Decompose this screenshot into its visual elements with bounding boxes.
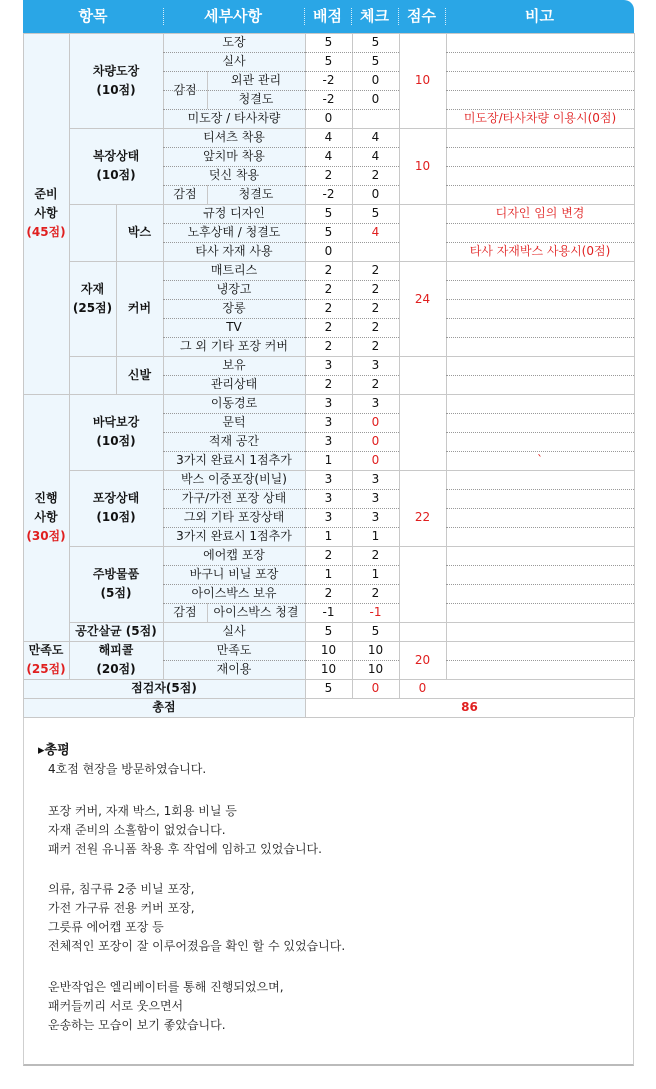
detail-label: 실사 <box>163 52 305 71</box>
check-cell: 2 <box>371 320 380 334</box>
grid-line <box>305 299 399 300</box>
detail-label: 관리상태 <box>163 375 305 394</box>
points-cell: 1 <box>324 529 333 543</box>
grid-line <box>446 185 634 186</box>
section-preparation: 준비 사항 (45점) <box>23 33 69 394</box>
points-cell: 3 <box>324 415 333 429</box>
check-cell: -1 <box>369 605 382 619</box>
points-cell: 3 <box>324 358 333 372</box>
detail-label: 매트리스 <box>163 261 305 280</box>
grid-line <box>446 90 634 91</box>
sub-box: 박스 <box>116 204 163 261</box>
points-cell: 1 <box>324 567 333 581</box>
deduct-label-kitchen: 감점 <box>163 603 207 622</box>
points-cell: 3 <box>324 396 333 410</box>
note-cell <box>446 565 634 584</box>
grid-line <box>446 527 634 528</box>
grid-line <box>163 603 305 604</box>
check-cell: 10 <box>367 643 384 657</box>
grid-line <box>446 413 634 414</box>
check-cell: 1 <box>371 529 380 543</box>
inspector-score: 0 <box>418 681 427 695</box>
grid-line <box>446 147 634 148</box>
check-cell: 2 <box>371 586 380 600</box>
check-cell: 2 <box>371 282 380 296</box>
detail-label: 덧신 착용 <box>163 166 305 185</box>
grid-line <box>305 337 399 338</box>
grid-line <box>69 261 634 262</box>
points-cell: 2 <box>324 263 333 277</box>
note-cell <box>446 375 634 394</box>
grid-line <box>446 71 634 72</box>
check-cell: 4 <box>371 130 380 144</box>
check-cell: 3 <box>371 491 380 505</box>
grid-line <box>352 679 353 698</box>
grid-line <box>305 52 399 53</box>
grid-line <box>305 166 399 167</box>
check-cell: 5 <box>371 206 380 220</box>
note-cell <box>446 90 634 109</box>
check-cell: 1 <box>371 567 380 581</box>
grid-line <box>163 432 305 433</box>
header-category: 항목 <box>78 7 108 25</box>
note-cell <box>446 261 634 280</box>
note-cell <box>446 432 634 451</box>
grid-line <box>69 356 634 357</box>
points-cell: 1 <box>324 453 333 467</box>
grid-line <box>446 508 634 509</box>
check-cell: 0 <box>371 92 380 106</box>
detail-label: 바구니 비닐 포장 <box>163 565 305 584</box>
grid-line <box>305 280 399 281</box>
grid-line <box>163 166 305 167</box>
points-cell: -2 <box>322 92 335 106</box>
grid-line <box>23 679 634 680</box>
check-cell: 10 <box>367 662 384 676</box>
points-cell: 10 <box>320 643 337 657</box>
points-cell: 5 <box>324 225 333 239</box>
grid-line <box>399 679 400 698</box>
detail-label: 그외 기타 포장상태 <box>163 508 305 527</box>
score-materials: 24 <box>414 292 431 306</box>
points-cell: 5 <box>324 54 333 68</box>
grid-line <box>446 52 634 53</box>
grid-line <box>305 584 399 585</box>
grid-line <box>69 546 634 547</box>
check-cell: 0 <box>371 453 380 467</box>
grid-line <box>23 698 634 699</box>
note-cell <box>446 413 634 432</box>
grid-line <box>305 413 399 414</box>
points-cell: 10 <box>320 662 337 676</box>
check-cell: 2 <box>371 301 380 315</box>
note-cell <box>446 52 634 71</box>
points-cell: 2 <box>324 320 333 334</box>
note-cell <box>446 71 634 90</box>
check-cell: 0 <box>371 73 380 87</box>
grid-line <box>163 242 305 243</box>
grid-line <box>23 33 24 717</box>
note-cell <box>446 356 634 375</box>
sub-cover: 커버 <box>116 261 163 356</box>
points-cell: -1 <box>322 605 335 619</box>
check-cell: 3 <box>371 510 380 524</box>
grid-line <box>305 375 399 376</box>
grid-line <box>163 508 305 509</box>
points-cell: 5 <box>324 206 333 220</box>
grid-line <box>446 565 634 566</box>
detail-label: 재이용 <box>163 660 305 679</box>
grid-line <box>23 394 634 395</box>
detail-label: 청결도 <box>207 90 305 109</box>
grid-line <box>305 489 399 490</box>
detail-label: 박스 이중포장(비닐) <box>163 470 305 489</box>
header-check: 체크 <box>360 7 389 25</box>
note-cell <box>446 603 634 622</box>
grid-line <box>305 223 399 224</box>
group-vehicle-paint: 차량도장 (10점) <box>69 33 163 128</box>
grid-line <box>446 242 634 243</box>
grid-line <box>305 565 399 566</box>
points-cell: 5 <box>324 35 333 49</box>
grid-line <box>163 223 305 224</box>
detail-label: 가구/가전 포장 상태 <box>163 489 305 508</box>
grid-line <box>446 337 634 338</box>
summary-line: 패커들끼리 서로 웃으면서 <box>48 999 184 1013</box>
check-cell: 2 <box>371 168 380 182</box>
grid-line <box>207 185 208 204</box>
inspector-label: 점검자(5점) <box>23 679 305 698</box>
header-detail: 세부사항 <box>204 7 262 25</box>
note-cell <box>446 394 634 413</box>
score-progress: 22 <box>414 510 431 524</box>
summary-line: 전체적인 포장이 잘 이루어졌음을 확인 할 수 있었습니다. <box>48 939 346 953</box>
grid-line <box>305 109 399 110</box>
note-cell: ` <box>537 453 543 467</box>
points-cell: 3 <box>324 510 333 524</box>
header-note: 비고 <box>525 7 554 25</box>
detail-label: 3가지 완료시 1점추가 <box>163 527 305 546</box>
note-cell <box>446 318 634 337</box>
detail-label: 에어캡 포장 <box>163 546 305 565</box>
check-cell: 4 <box>371 225 380 239</box>
sub-shoe: 신발 <box>116 356 163 394</box>
points-cell: 2 <box>324 377 333 391</box>
points-cell: 3 <box>324 491 333 505</box>
grid-line <box>446 432 634 433</box>
summary-line: 자재 준비의 소홀함이 없었습니다. <box>48 823 226 837</box>
inspector-check: 0 <box>371 681 380 695</box>
note-cell <box>446 166 634 185</box>
deduct-label-uniform: 감점 <box>163 185 207 204</box>
total-value: 86 <box>461 700 478 714</box>
points-cell: 2 <box>324 301 333 315</box>
grid-line <box>163 660 305 661</box>
grid-line <box>446 166 634 167</box>
detail-label: 규정 디자인 <box>163 204 305 223</box>
grid-line <box>305 242 399 243</box>
note-cell <box>446 299 634 318</box>
points-cell: 5 <box>324 624 333 638</box>
detail-label: 외관 관리 <box>207 71 305 90</box>
grid-line <box>305 432 399 433</box>
grid-line <box>305 451 399 452</box>
summary-line: 4호점 현장을 방문하였습니다. <box>48 762 207 776</box>
group-floor: 바닥보강 (10점) <box>69 394 163 470</box>
note-cell: 미도장/타사차량 이용시(0점) <box>463 111 617 125</box>
check-cell: 2 <box>371 339 380 353</box>
check-cell: 2 <box>371 377 380 391</box>
grid-line <box>446 109 634 110</box>
group-happycall: 해피콜 (20점) <box>69 641 163 679</box>
detail-label: 냉장고 <box>163 280 305 299</box>
detail-label: 장롱 <box>163 299 305 318</box>
points-cell: 4 <box>324 130 333 144</box>
note-cell <box>446 185 634 204</box>
grid-line <box>23 33 634 34</box>
note-cell: 타사 자재박스 사용시(0점) <box>469 244 611 258</box>
check-cell: 3 <box>371 358 380 372</box>
summary-line: 의류, 침구류 2중 비닐 포장, <box>48 882 195 896</box>
summary-title: ▸총평 <box>38 743 70 758</box>
detail-label: 도장 <box>163 33 305 52</box>
total-label: 총점 <box>23 698 305 717</box>
summary-line: 가전 가구류 전용 커버 포장, <box>48 901 195 915</box>
grid-line <box>69 128 634 129</box>
detail-label: 적재 공간 <box>163 432 305 451</box>
grid-line <box>305 71 399 72</box>
points-cell: -2 <box>322 187 335 201</box>
note-cell <box>446 128 634 147</box>
grid-line <box>163 584 305 585</box>
grid-line <box>446 603 634 604</box>
grid-line <box>305 679 306 698</box>
summary-line: 패커 전원 유니폼 착용 후 작업에 임하고 있었습니다. <box>48 842 322 856</box>
summary-line: 운송하는 모습이 보기 좋았습니다. <box>48 1018 226 1032</box>
check-cell: 5 <box>371 54 380 68</box>
grid-line <box>163 489 305 490</box>
grid-line <box>163 318 305 319</box>
grid-line <box>446 375 634 376</box>
grid-line <box>163 375 305 376</box>
points-cell: 4 <box>324 149 333 163</box>
check-cell: 0 <box>371 415 380 429</box>
group-materials: 자재 (25점) <box>69 204 116 394</box>
points-cell: 3 <box>324 472 333 486</box>
detail-label: 보유 <box>163 356 305 375</box>
group-uniform: 복장상태 (10점) <box>69 128 163 204</box>
grid-line <box>163 280 305 281</box>
grid-line <box>207 603 208 622</box>
grid-line <box>163 451 305 452</box>
summary-line: 운반작업은 엘리베이터를 통해 진행되었으며, <box>48 980 284 994</box>
detail-label: 타사 자재 사용 <box>163 242 305 261</box>
grid-line <box>305 698 306 717</box>
summary-line: 포장 커버, 자재 박스, 1회용 비닐 등 <box>48 804 237 818</box>
detail-label: 노후상태 / 청결도 <box>163 223 305 242</box>
note-cell <box>446 660 634 679</box>
check-cell: 3 <box>371 396 380 410</box>
grid-line <box>305 603 399 604</box>
note-cell <box>446 546 634 565</box>
note-cell <box>446 584 634 603</box>
group-kitchen: 주방물품 (5점) <box>69 546 163 622</box>
detail-label: 이동경로 <box>163 394 305 413</box>
note-cell <box>446 489 634 508</box>
detail-label: 3가지 완료시 1점추가 <box>163 451 305 470</box>
note-cell <box>446 337 634 356</box>
grid-line <box>163 299 305 300</box>
grid-line <box>163 337 305 338</box>
check-cell <box>352 109 399 128</box>
grid-line <box>163 565 305 566</box>
grid-line <box>446 299 634 300</box>
check-cell: 0 <box>371 434 380 448</box>
note-cell <box>446 622 634 641</box>
grid-line <box>305 660 399 661</box>
note-cell <box>446 147 634 166</box>
grid-line <box>69 622 634 623</box>
points-cell: 2 <box>324 548 333 562</box>
check-cell <box>352 242 399 261</box>
grid-line <box>305 185 399 186</box>
note-cell <box>446 641 634 660</box>
check-cell: 2 <box>371 263 380 277</box>
detail-label: 앞치마 착용 <box>163 147 305 166</box>
points-cell: 2 <box>324 168 333 182</box>
check-cell: 0 <box>371 187 380 201</box>
grid-line <box>163 147 305 148</box>
points-cell: 3 <box>324 434 333 448</box>
grid-line <box>69 470 634 471</box>
group-space-sterilize: 공간살균 (5점) <box>69 622 163 641</box>
detail-label: TV <box>163 318 305 337</box>
grid-line <box>23 641 634 642</box>
grid-line <box>446 318 634 319</box>
grid-line <box>163 90 305 91</box>
grid-line <box>163 527 305 528</box>
table-header <box>23 0 634 33</box>
points-cell: 2 <box>324 586 333 600</box>
note-cell <box>446 223 634 242</box>
grid-line <box>163 52 305 53</box>
section-progress: 진행 사항 (30점) <box>23 394 69 641</box>
note-cell <box>446 280 634 299</box>
detail-label: 청결도 <box>207 185 305 204</box>
header-points: 배점 <box>313 7 342 25</box>
note-cell <box>446 508 634 527</box>
score-uniform: 10 <box>414 159 431 173</box>
note-cell <box>446 470 634 489</box>
grid-line <box>446 660 634 661</box>
check-cell: 4 <box>371 149 380 163</box>
group-packing: 포장상태 (10점) <box>69 470 163 546</box>
header-score: 점수 <box>407 7 436 25</box>
grid-line <box>69 204 634 205</box>
detail-label: 그 외 기타 포장 커버 <box>163 337 305 356</box>
detail-label: 아이스박스 청결 <box>207 603 305 622</box>
check-cell: 2 <box>371 548 380 562</box>
note-cell <box>446 527 634 546</box>
score-satisfaction: 20 <box>414 653 431 667</box>
grid-line <box>305 527 399 528</box>
detail-label: 만족도 <box>163 641 305 660</box>
summary-line: 그릇류 에어캡 포장 등 <box>48 920 164 934</box>
grid-line <box>634 33 635 717</box>
check-cell: 3 <box>371 472 380 486</box>
grid-line <box>305 508 399 509</box>
grid-line <box>446 584 634 585</box>
grid-line <box>163 185 305 186</box>
section-satisfaction: 만족도 (25점) <box>23 641 69 679</box>
detail-label: 미도장 / 타사차량 <box>163 109 305 128</box>
grid-line <box>163 413 305 414</box>
points-cell: -2 <box>322 73 335 87</box>
detail-label: 아이스박스 보유 <box>163 584 305 603</box>
note-cell: 디자인 임의 변경 <box>495 206 585 220</box>
grid-line <box>446 280 634 281</box>
grid-line <box>305 318 399 319</box>
grid-line <box>446 489 634 490</box>
points-cell: 0 <box>324 111 333 125</box>
grid-line <box>116 204 117 394</box>
grid-line <box>446 451 634 452</box>
detail-label: 실사 <box>163 622 305 641</box>
check-cell: 5 <box>371 35 380 49</box>
detail-label: 문턱 <box>163 413 305 432</box>
check-cell: 5 <box>371 624 380 638</box>
grid-line <box>305 90 399 91</box>
inspector-points: 5 <box>324 681 333 695</box>
points-cell: 2 <box>324 339 333 353</box>
grid-line <box>163 71 305 72</box>
points-cell: 2 <box>324 282 333 296</box>
note-cell <box>446 33 634 52</box>
deduct-label-vehicle: 감점 <box>163 71 207 109</box>
points-cell: 0 <box>324 244 333 258</box>
detail-label: 티셔츠 착용 <box>163 128 305 147</box>
score-vehicle: 10 <box>414 73 431 87</box>
grid-line <box>163 109 305 110</box>
grid-line <box>446 223 634 224</box>
grid-line <box>305 147 399 148</box>
